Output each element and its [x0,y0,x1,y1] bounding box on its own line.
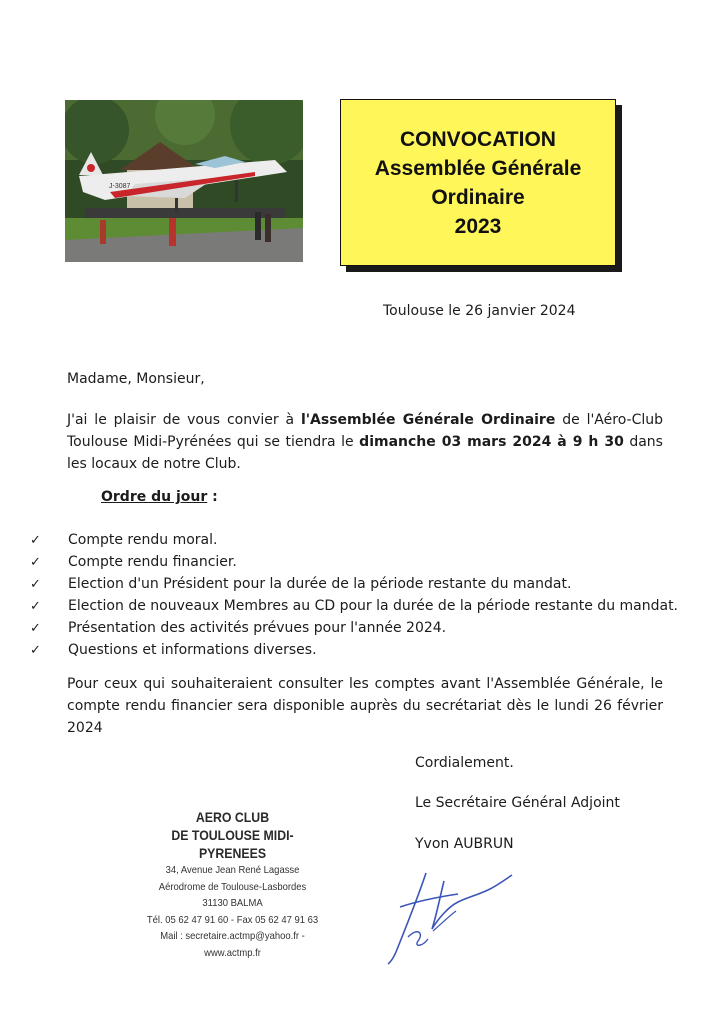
intro-text-3: dans les locaux de notre Club. [67,434,663,472]
list-item [30,551,678,573]
list-item [30,639,678,661]
list-item [30,529,678,551]
intro-paragraph [67,409,663,475]
jet-aircraft-photo [65,100,303,262]
salutation: Madame, Monsieur, [67,371,205,387]
signatory-role: Le Secrétaire Général Adjoint [415,795,620,811]
banner-subtitle: Assemblée Générale [374,156,582,180]
agenda-item-label: Election d'un Président pour la durée de la période restante du mandat. [68,576,572,592]
club-address-2: Aérodrome de Toulouse-Lasbordes [158,880,307,893]
club-letterhead [130,808,335,961]
agenda-title-text: Ordre du jour [101,489,208,505]
agenda-item-label: Présentation des activités prévues pour l'année 2024. [68,620,447,636]
club-name-2: DE TOULOUSE MIDI-PYRENEES [171,827,294,861]
agenda-list [30,529,678,661]
club-name-1: AERO CLUB [195,809,270,825]
banner-subtitle-2: Ordinaire [431,185,525,209]
check-icon: ✓ [30,599,41,614]
club-mail: Mail : secretaire.actmp@yahoo.fr - www.actmp.fr [160,930,305,959]
check-icon: ✓ [30,643,41,658]
banner-title: CONVOCATION [400,127,556,151]
club-address-1: 34, Avenue Jean René Lagasse [165,864,300,876]
convocation-banner [340,99,616,266]
agenda-item-label: Compte rendu financier. [68,554,237,570]
club-phone: Tél. 05 62 47 91 60 - Fax 05 62 47 91 63 [146,913,319,926]
banner-year: 2023 [454,214,502,238]
check-icon: ✓ [30,577,41,592]
club-address-3: 31130 BALMA [202,897,263,909]
list-item [30,617,678,639]
agenda-title [101,489,218,505]
agenda-item-label: Questions et informations diverses. [68,642,317,658]
agenda-item-label: Compte rendu moral. [68,532,218,548]
intro-text-2: de l'Aéro-Club Toulouse Midi-Pyrénées qui se tiendra le [67,412,664,450]
intro-bold-2: dimanche 03 mars 2024 à 9 h 30 [359,434,624,450]
intro-bold-1: l'Assemblée Générale Ordinaire [300,412,556,428]
outro-paragraph: Pour ceux qui souhaiteraient consulter les comptes avant l'Assemblée Générale, le compte rendu financier sera disponible auprès du secrétariat dès le lundi 26 février 2024 [67,676,663,736]
intro-text-1: J'ai le plaisir de vous convier à [67,412,301,428]
list-item [30,573,678,595]
handwritten-signature [378,867,518,971]
closing-greeting: Cordialement. [415,755,514,771]
tail-code: J-3087 [109,183,131,190]
signatory-name: Yvon AUBRUN [415,836,514,852]
list-item [30,595,678,617]
agenda-item-label: Election de nouveaux Membres au CD pour la durée de la période restante du mandat. [68,598,679,614]
check-icon: ✓ [30,533,41,548]
check-icon: ✓ [30,555,41,570]
agenda-title-colon: : [207,489,218,505]
date-line: Toulouse le 26 janvier 2024 [383,303,576,319]
check-icon: ✓ [30,621,41,636]
